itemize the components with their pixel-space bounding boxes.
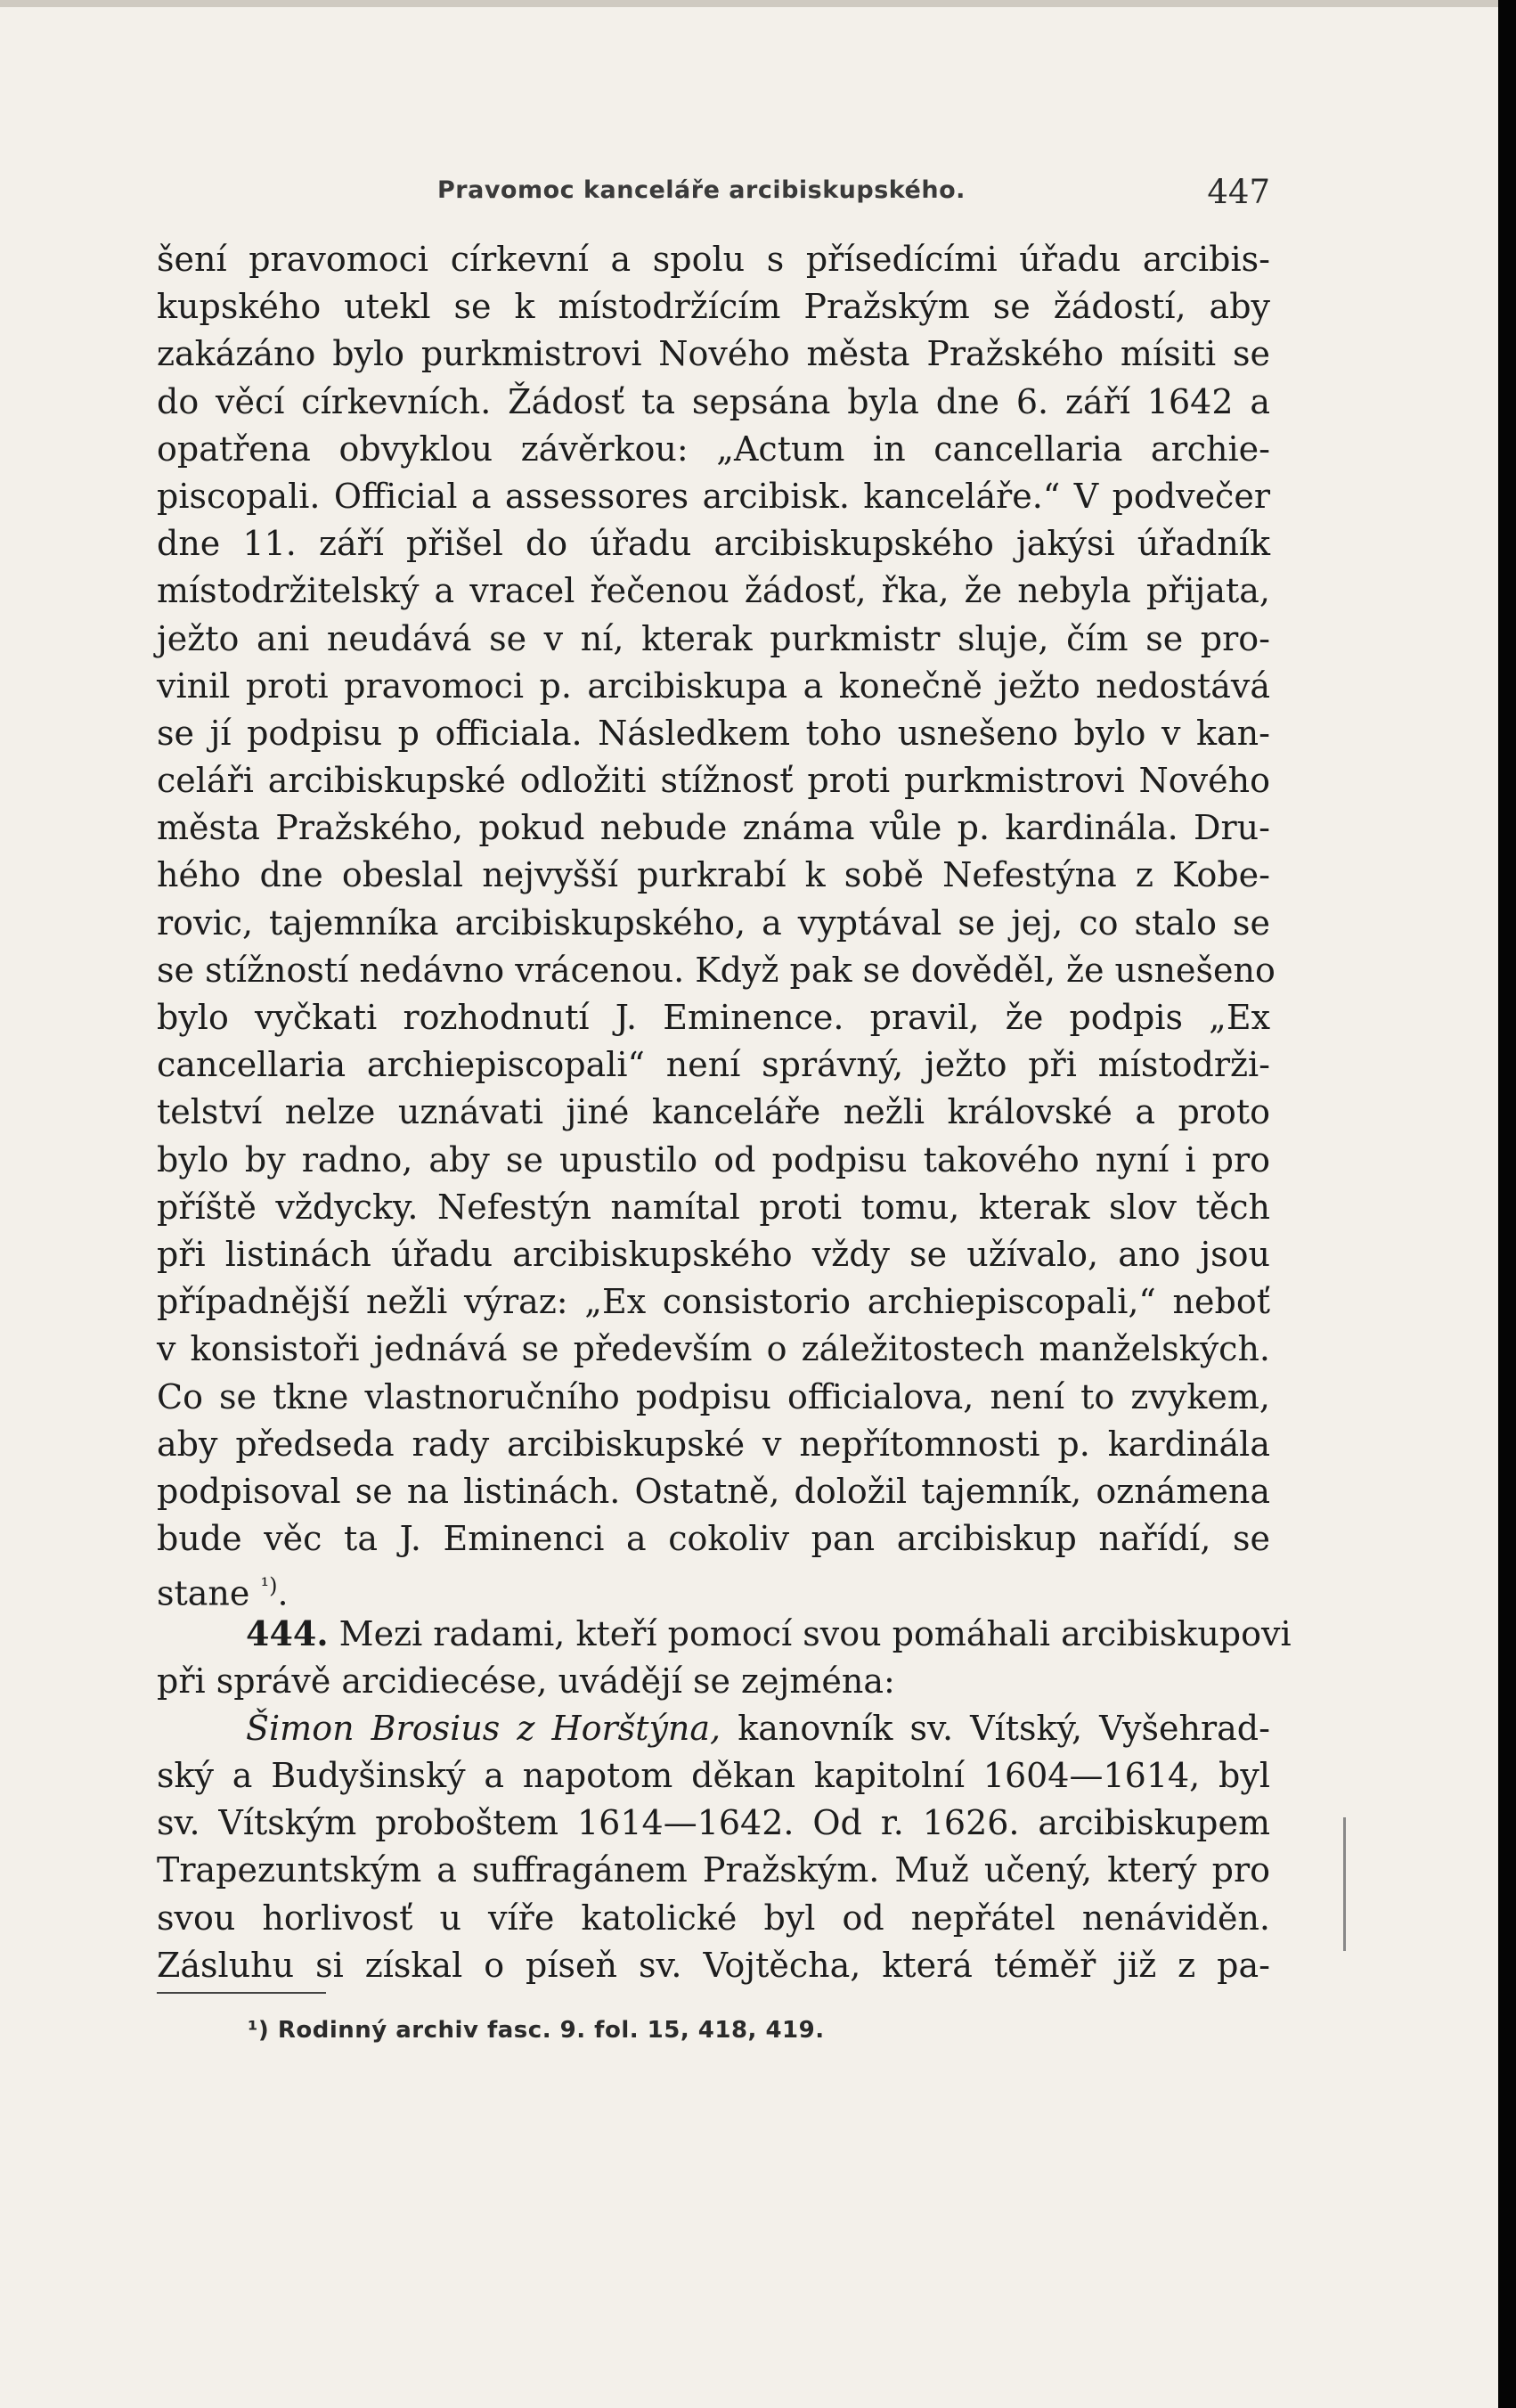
- scan-border: [1498, 0, 1516, 2408]
- running-head: Pravomoc kanceláře arcibiskupského.: [437, 176, 966, 204]
- page-top-edge: [0, 0, 1498, 7]
- text-line: ský a Budyšinský a napotom děkan kapitolní 1604—1614, byl: [157, 1756, 1270, 1795]
- text-line: sv. Vítským proboštem 1614—1642. Od r. 1626. arcibiskupem: [157, 1803, 1270, 1843]
- footnote-divider: [157, 1992, 326, 1994]
- text-line: cancellaria archiepiscopali“ není správný, ježto při místodrži-: [157, 1045, 1270, 1085]
- text-line: hého dne obeslal nejvyšší purkrabí k sobě Nefestýna z Kobe-: [157, 855, 1270, 895]
- footnote-reference[interactable]: ¹): [260, 1573, 278, 1599]
- text-line: v konsistoři jednává se především o záležitostech manželských.: [157, 1329, 1270, 1369]
- text-line-end: stane $^{^1)}$.: [157, 1573, 289, 1613]
- text-line: kupského utekl se k místodržícím Pražským se žádostí, aby: [157, 287, 1270, 327]
- text-line: příště vždycky. Nefestýn namítal proti tomu, kterak slov těch: [157, 1187, 1270, 1227]
- text-fragment: Mezi radami, kteří pomocí svou pomáhali arcibiskupovi: [338, 1614, 1292, 1654]
- text-line: rovic, tajemníka arcibiskupského, a vyptával se jej, co stalo se: [157, 902, 1270, 943]
- margin-mark: [1343, 1817, 1346, 1951]
- text-line: bylo vyčkati rozhodnutí J. Eminence. pravil, že podpis „Ex: [157, 998, 1270, 1037]
- text-line: zakázáno bylo purkmistrovi Nového města Pražského mísiti se: [157, 334, 1270, 374]
- text-line: celáři arcibiskupské odložiti stížnosť proti purkmistrovi Nového: [157, 761, 1270, 801]
- text-line: aby předseda rady arcibiskupské v nepřítomnosti p. kardinála: [157, 1424, 1270, 1464]
- text-line: opatřena obvyklou závěrkou: „Actum in cancellaria archie-: [157, 429, 1270, 469]
- text-line: případnější nežli výraz: „Ex consistorio archiepiscopali,“ neboť: [157, 1282, 1270, 1322]
- person-name: Šimon Brosius z Horštýna,: [246, 1708, 721, 1748]
- text-line: Trapezuntským a suffragánem Pražským. Muž učený, který pro: [157, 1850, 1270, 1890]
- text-line: místodržitelský a vracel řečenou žádosť, řka, že nebyla přijata,: [157, 571, 1270, 611]
- text-line: bude věc ta J. Eminenci a cokoliv pan arcibiskup nařídí, se: [157, 1519, 1270, 1559]
- text-line: při listinách úřadu arcibiskupského vždy se užívalo, ano jsou: [157, 1234, 1270, 1274]
- text-line: města Pražského, pokud nebude známa vůle p. kardinála. Dru-: [157, 808, 1270, 848]
- text-fragment: kanovník sv. Vítský, Vyšehrad-: [738, 1708, 1270, 1748]
- text-line: šení pravomoci církevní a spolu s přísedícími úřadu arcibis-: [157, 240, 1270, 279]
- text-line: do věcí církevních. Žádosť ta sepsána byla dne 6. září 1642 a: [157, 381, 1270, 421]
- paragraph-number: 444.: [246, 1613, 329, 1654]
- text-line: podpisoval se na listinách. Ostatně, doložil tajemník, oznámena: [157, 1471, 1270, 1511]
- text-line: se stížností nedávno vrácenou. Když pak se dověděl, že usnešeno: [157, 950, 1276, 990]
- text-line: ježto ani neudává se v ní, kterak purkmistr sluje, čím se pro-: [157, 618, 1270, 658]
- text-fragment: stane: [157, 1573, 250, 1613]
- paragraph-444-first-line: [157, 1610, 1292, 1657]
- text-line: bylo by radno, aby se upustilo od podpisu takového nyní i pro: [157, 1139, 1270, 1180]
- footnote: ¹) Rodinný archiv fasc. 9. fol. 15, 418, 419.: [248, 2017, 825, 2044]
- text-line: telství nelze uznávati jiné kanceláře nežli královské a proto: [157, 1092, 1270, 1132]
- paragraph-brosius-first-line: [157, 1705, 1270, 1752]
- text-line: Co se tkne vlastnoručního podpisu officialova, není to zvykem,: [157, 1376, 1270, 1416]
- page-header: [157, 167, 1270, 221]
- text-line: Zásluhu si získal o píseň sv. Vojtěcha, která téměř již z pa-: [157, 1945, 1270, 1985]
- main-text: [157, 236, 1292, 1989]
- text-line: svou horlivosť u víře katolické byl od nepřátel nenáviděn.: [157, 1898, 1270, 1938]
- text-line: se jí podpisu p officiala. Následkem toho usnešeno bylo v kan-: [157, 713, 1270, 753]
- text-line: při správě arcidiecése, uvádějí se zejména:: [157, 1661, 895, 1701]
- page-number: 447: [1207, 173, 1270, 211]
- text-line: vinil proti pravomoci p. arcibiskupa a konečně ježto nedostává: [157, 665, 1270, 706]
- text-line: dne 11. září přišel do úřadu arcibiskupského jakýsi úřadník: [157, 524, 1270, 564]
- text-line: piscopali. Official a assessores arcibisk. kanceláře.“ V podvečer: [157, 476, 1270, 516]
